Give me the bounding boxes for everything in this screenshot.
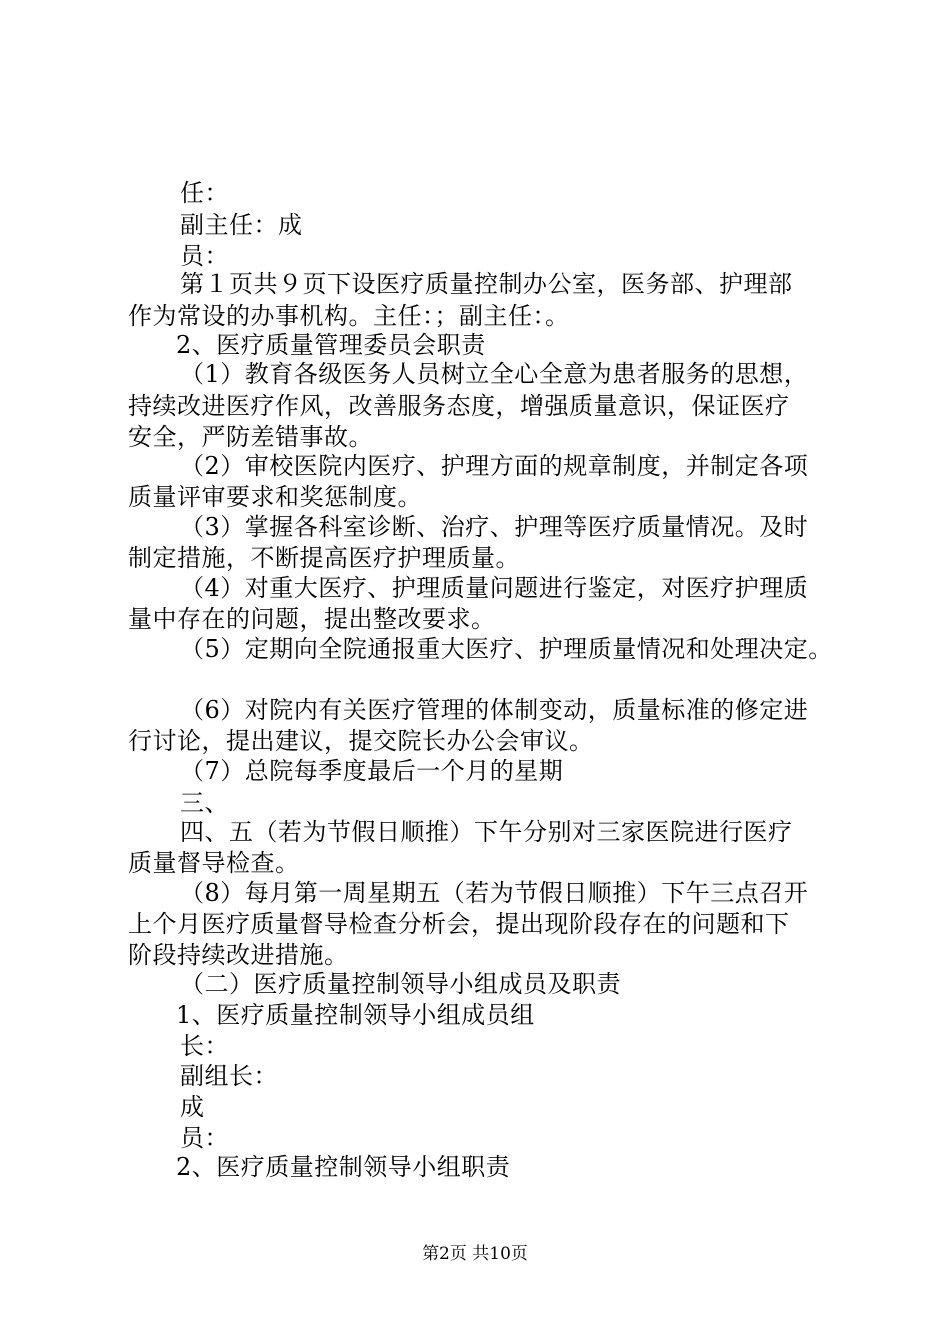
- text-line: 质量评审要求和奖惩制度。: [128, 483, 422, 511]
- text-line: 任：: [180, 179, 229, 207]
- text-line: 三、: [180, 789, 229, 817]
- text-line: 成: [180, 1093, 205, 1121]
- section-heading: （二）医疗质量控制领导小组成员及职责: [180, 970, 621, 998]
- text-line: （5）定期向全院通报重大医疗、护理质量情况和处理决定。: [180, 635, 833, 663]
- text-line: 副主任：成: [180, 211, 303, 239]
- text-line: （6）对院内有关医疗管理的体制变动，质量标准的修定进: [180, 696, 809, 724]
- text-line: （1）教育各级医务人员树立全心全意为患者服务的思想，: [180, 360, 809, 388]
- text-line: 量中存在的问题，提出整改要求。: [128, 605, 496, 633]
- text-line: 制定措施，不断提高医疗护理质量。: [128, 544, 520, 572]
- text-line: 阶段持续改进措施。: [128, 941, 349, 969]
- text-line: （3）掌握各科室诊断、治疗、护理等医疗质量情况。及时: [180, 513, 809, 541]
- text-line: （2）审校医院内医疗、护理方面的规章制度，并制定各项: [180, 452, 809, 480]
- text-line: 员：: [180, 1124, 229, 1152]
- text-line: 质量督导检查。: [128, 849, 300, 877]
- text-line: 四、五（若为节假日顺推）下午分别对三家医院进行医疗: [180, 818, 793, 846]
- text-line: （4）对重大医疗、护理质量问题进行鉴定，对医疗护理质: [180, 574, 809, 602]
- text-line: 持续改进医疗作风，改善服务态度，增强质量意识，保证医疗: [128, 392, 790, 420]
- page-number-footer: 第2页 共10页: [422, 1244, 528, 1264]
- text-line: 行讨论，提出建议，提交院长办公会审议。: [128, 727, 594, 755]
- text-line: 1、医疗质量控制领导小组成员组: [176, 1001, 535, 1029]
- text-line: （8）每月第一周星期五（若为节假日顺推）下午三点召开: [180, 879, 809, 907]
- text-line: 安全，严防差错事故。: [128, 423, 373, 451]
- text-line: 上个月医疗质量督导检查分析会，提出现阶段存在的问题和下: [128, 910, 790, 938]
- section-heading: 2、医疗质量管理委员会职责: [176, 331, 486, 359]
- text-line: 第１页共９页下设医疗质量控制办公室，医务部、护理部: [180, 270, 793, 298]
- text-line: 2、医疗质量控制领导小组职责: [176, 1153, 511, 1181]
- text-line: 作为常设的办事机构。主任：；副主任：。: [128, 302, 570, 330]
- text-line: 长：: [180, 1032, 229, 1060]
- text-line: （7）总院每季度最后一个月的星期: [180, 757, 564, 785]
- text-line: 副组长：: [180, 1062, 278, 1090]
- text-line: 员：: [180, 242, 229, 270]
